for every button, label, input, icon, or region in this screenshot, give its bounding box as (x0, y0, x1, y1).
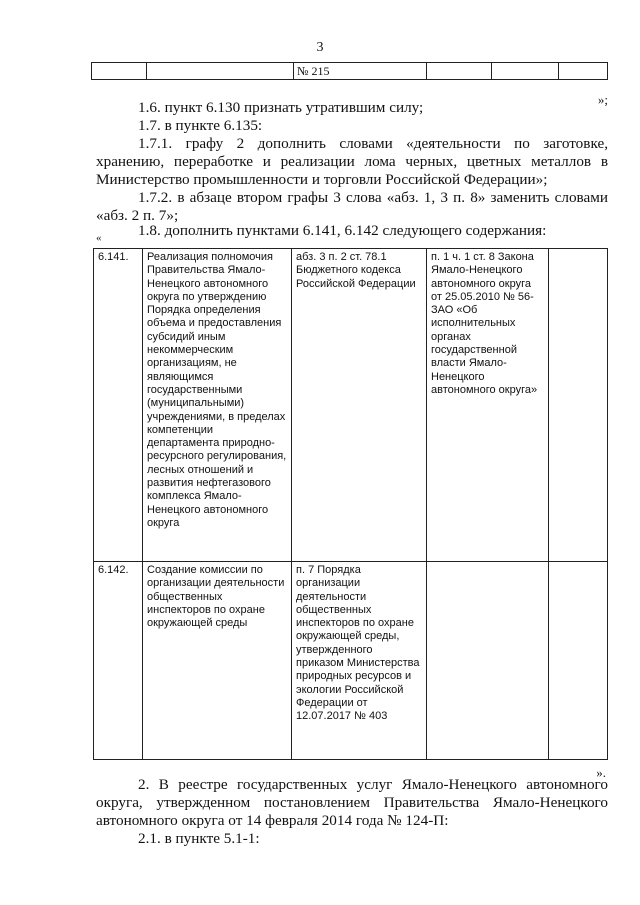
regional-basis-cell (427, 562, 549, 760)
paragraph-1-7-1: 1.7.1. графу 2 дополнить словами «деятельности по заготовке, хранению, переработке и реализации лома черных, цветных металлов в Министерство промышленности и торговли Российской Федерации»; (96, 135, 608, 189)
page-number: 3 (316, 40, 324, 55)
paragraph-1-7-2: 1.7.2. в абзаце втором графы 3 слова «абз. 1, 3 п. 8» заменить словами «абз. 2 п. 7»; (96, 189, 608, 225)
header-cell (427, 63, 492, 80)
row-number-cell: 6.141. (94, 249, 143, 562)
function-name-cell: Создание комиссии по организации деятельности общественных инспекторов по охране окружающей среды (143, 562, 292, 760)
closing-quote: ». (596, 765, 606, 780)
federal-basis-cell: п. 7 Порядка организации деятельности общественных инспекторов по охране окружающей среды, утвержденного приказом Министерства природных ресурсов и экологии Российской Федерации от 12.07.2017 № 403 (292, 562, 427, 760)
paragraph-2-1: 2.1. в пункте 5.1-1: (138, 830, 260, 847)
closing-quote: »; (597, 92, 608, 107)
paragraph-1-6: 1.6. пункт 6.130 признать утратившим силу; (138, 99, 424, 116)
federal-basis-cell: абз. 3 п. 2 ст. 78.1 Бюджетного кодекса Российской Федерации (292, 249, 427, 562)
header-table-row (91, 62, 608, 80)
opening-quote: « (96, 232, 102, 244)
table-row (94, 562, 608, 760)
function-name-cell: Реализация полномочия Правительства Ямало-Ненецкого автономного округа по утверждению Порядка определения объема и предоставления субсидий иным некоммерческим организациям, не являющимся государственными (муниципальными) учреждениями, в пределах компетенции департамента природно-ресурсного регулирования, лесных отношений и развития нефтегазового комплекса Ямало-Ненецкого автономного округа (143, 249, 292, 562)
paragraph-1-7: 1.7. в пункте 6.135: (138, 117, 263, 134)
extra-cell (549, 562, 608, 760)
header-cell-number: № 215 (294, 63, 427, 80)
regional-basis-cell: п. 1 ч. 1 ст. 8 Закона Ямало-Ненецкого автономного округа от 25.05.2010 № 56-ЗАО «Об исполнительных органах государственной власти Ямало-Ненецкого автономного округа» (427, 249, 549, 562)
row-number-cell: 6.142. (94, 562, 143, 760)
header-cell (492, 63, 559, 80)
table-row (94, 249, 608, 562)
paragraph-1-8: 1.8. дополнить пунктами 6.141, 6.142 следующего содержания: (138, 222, 547, 239)
header-cell (147, 63, 294, 80)
extra-cell (549, 249, 608, 562)
functions-table (93, 248, 608, 760)
header-cell (559, 63, 608, 80)
paragraph-2: 2. В реестре государственных услуг Ямало-Ненецкого автономного округа, утвержденном постановлением Правительства Ямало-Ненецкого автономного округа от 14 февраля 2014 года № 124-П: (96, 776, 608, 830)
header-cell (92, 63, 147, 80)
